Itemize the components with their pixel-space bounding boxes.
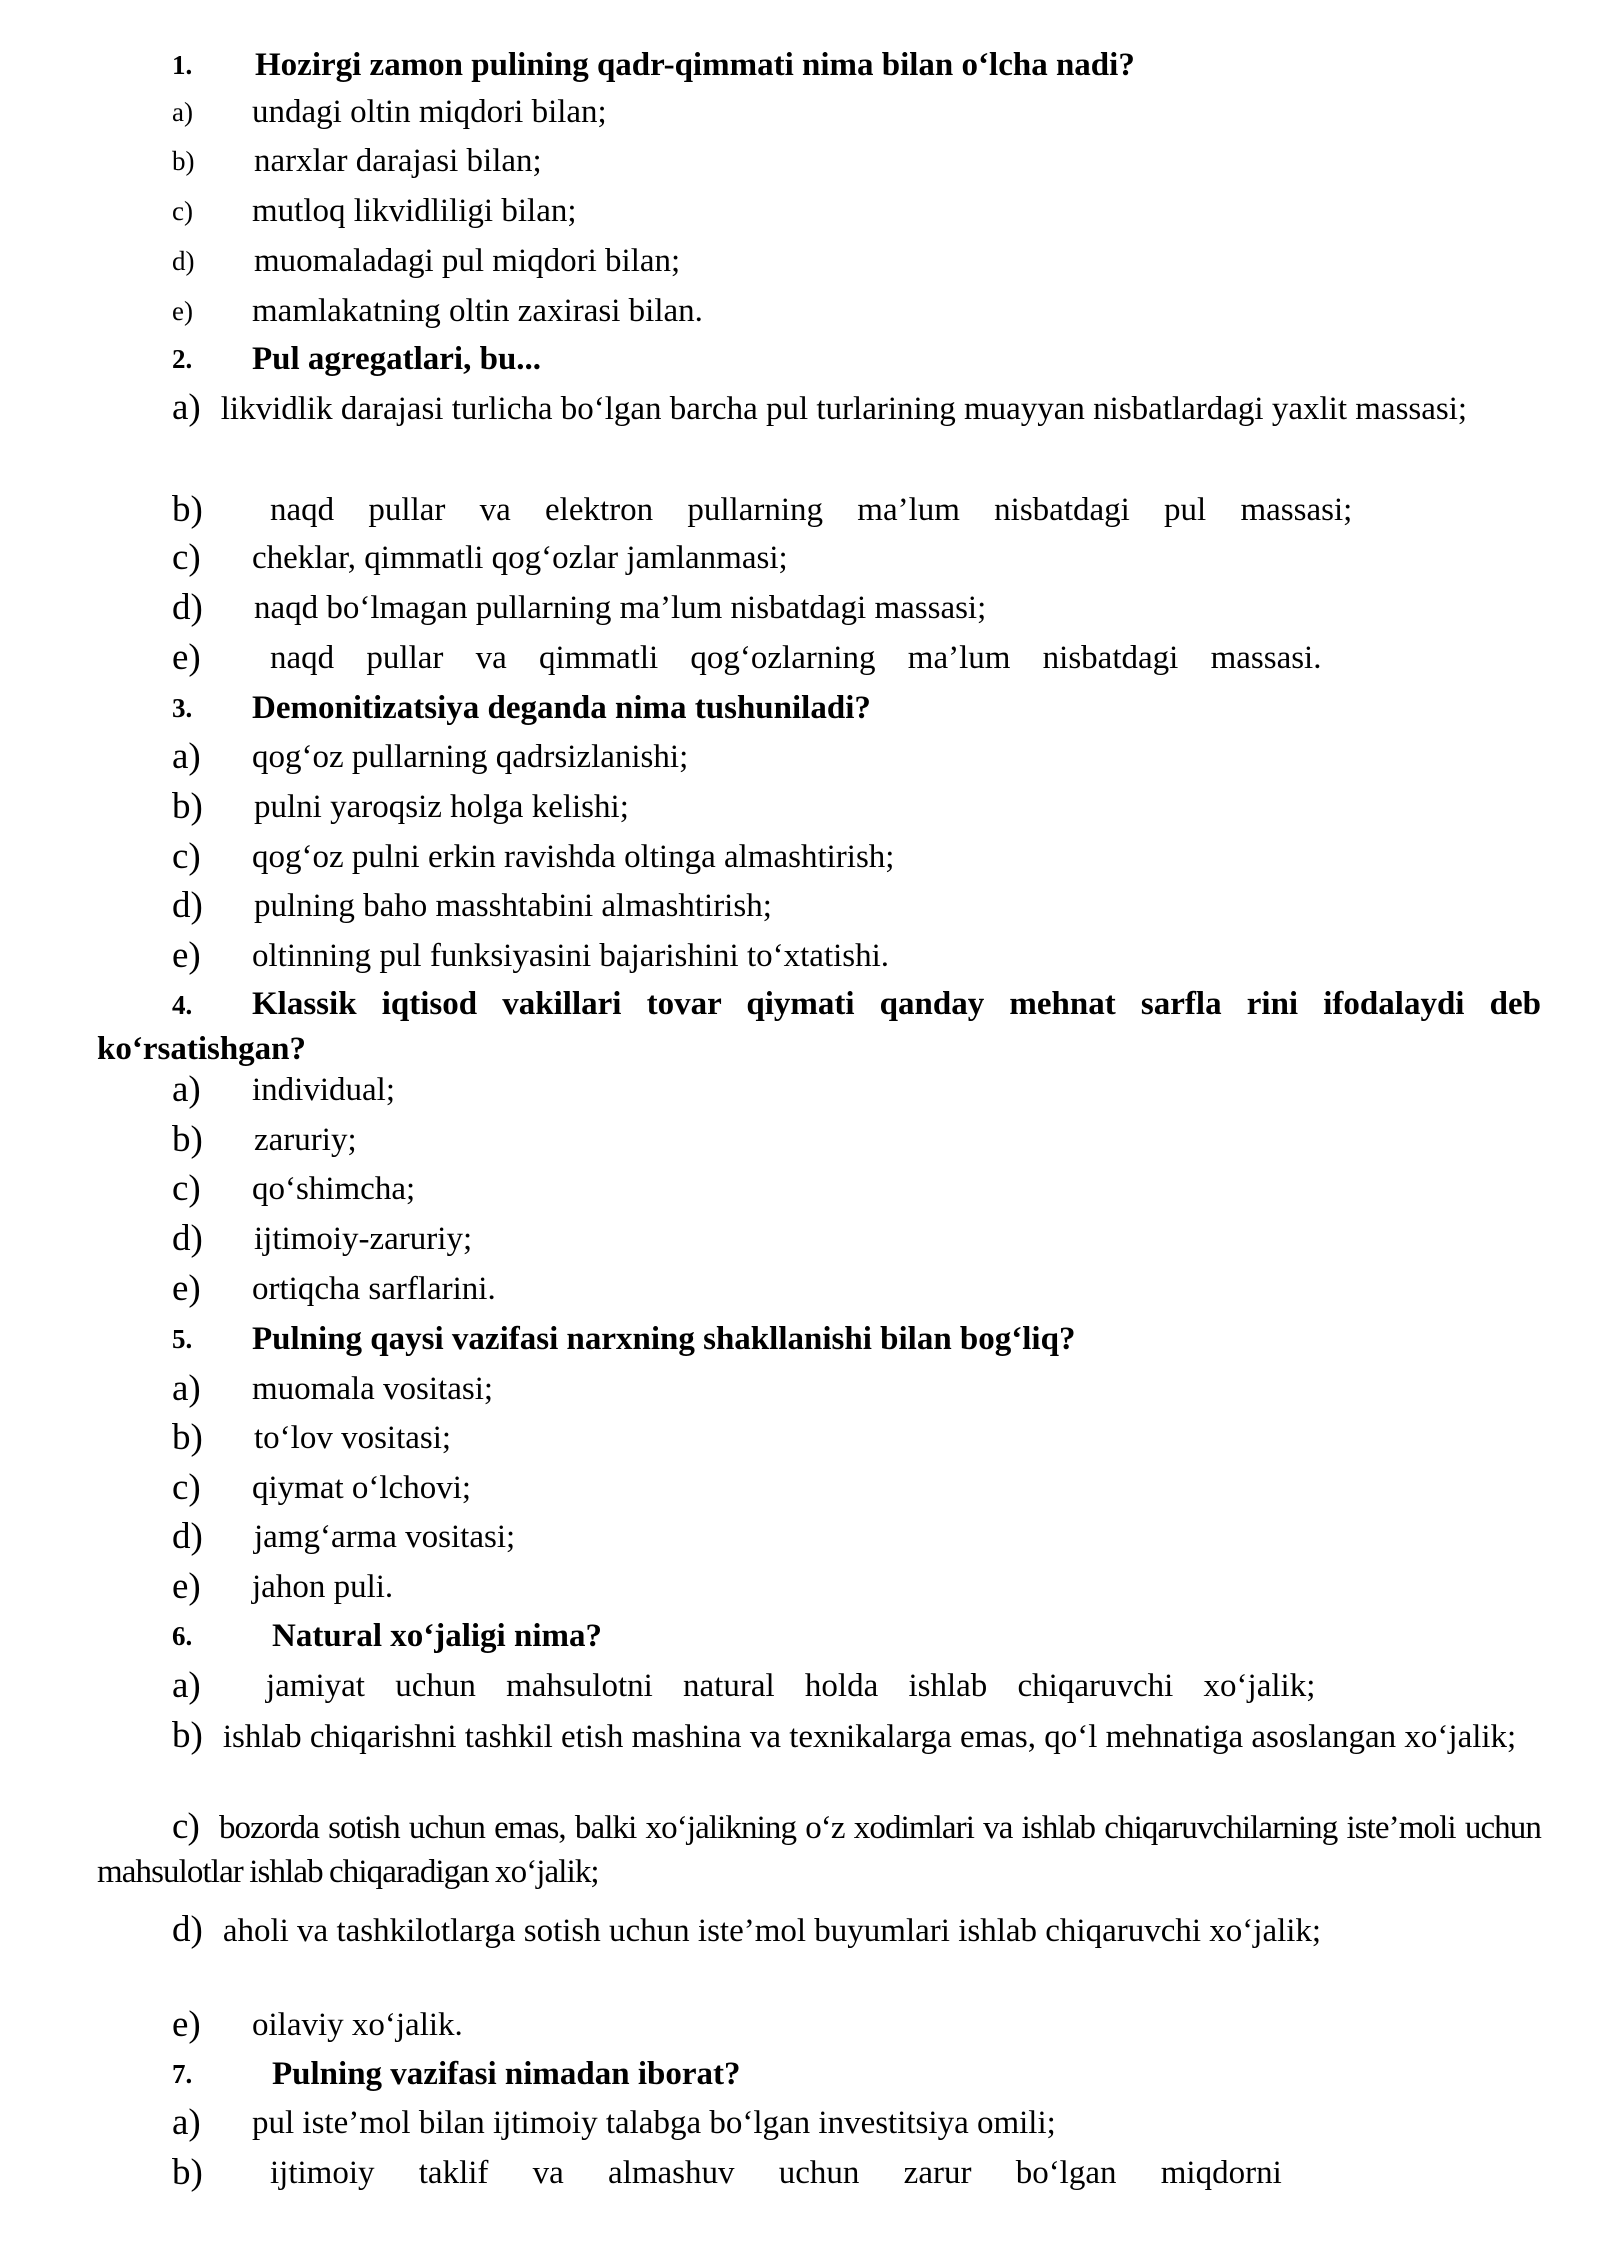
option-label: b) (172, 1119, 203, 1160)
option-label: a) (172, 1368, 201, 1409)
option-text: individual; (252, 1072, 395, 1108)
option-label: e) (172, 1268, 201, 1309)
question-number: 3. (172, 693, 193, 723)
option-label: b) (172, 489, 203, 530)
option-label: a) (172, 387, 201, 428)
option-text: narxlar darajasi bilan; (254, 143, 542, 179)
option-label: a) (172, 1665, 201, 1706)
option-text: zaruriy; (254, 1122, 357, 1158)
question-number: 5. (172, 1324, 193, 1354)
option-text: ishlab chiqarishni tashkil etish mashina va texnikalarga emas, qo‘l mehnatiga asoslangan xo‘jalik; (222, 1719, 1517, 1755)
option-label: d) (172, 246, 195, 276)
option-label: c) (172, 196, 193, 226)
option-text: pulning baho masshtabini almashtirish; (254, 888, 772, 924)
option-text: bozorda sotish uchun emas, balki xo‘jalikning o‘z xodimlari va ishlab chiqaruvchilarning iste’moli uchun mahsulotlar ishlab chiqaradigan xo‘jalik; (97, 1810, 1541, 1890)
option-label: d) (172, 1218, 203, 1259)
option-label: a) (172, 736, 201, 777)
option-label: e) (172, 1566, 201, 1607)
question-text: Pulning qaysi vazifasi narxning shakllanishi bilan bog‘liq? (252, 1321, 1076, 1357)
option-text: mamlakatning oltin zaxirasi bilan. (252, 293, 703, 329)
question-text: Pulning vazifasi nimadan iborat? (272, 2056, 741, 2092)
option-label: c) (172, 1806, 199, 1847)
option-text: naqd pullar va elektron pullarning ma’lum nisbatdagi pul massasi; (270, 492, 1353, 528)
option-label: e) (172, 637, 201, 678)
option-text: oltinning pul funksiyasini bajarishini to‘xtatishi. (252, 938, 890, 974)
option-text: ijtimoiy-zaruriy; (254, 1221, 473, 1257)
option-text: ijtimoiy taklif va almashuv uchun zarur bo‘lgan miqdorni (270, 2155, 1282, 2191)
option-6c (97, 1805, 1541, 1894)
option-label: a) (172, 1069, 201, 1110)
option-label: c) (172, 1467, 201, 1508)
option-text: muomaladagi pul miqdori bilan; (254, 243, 681, 279)
option-label: b) (172, 1715, 203, 1756)
option-text: mutloq likvidliligi bilan; (252, 193, 577, 229)
option-text: qiymat o‘lchovi; (252, 1470, 472, 1506)
option-text: oilaviy xo‘jalik. (252, 2007, 463, 2043)
option-text: pul iste’mol bilan ijtimoiy talabga bo‘lgan investitsiya omili; (252, 2105, 1056, 2141)
option-label: a) (172, 2102, 201, 2143)
option-label: e) (172, 935, 201, 976)
option-text: undagi oltin miqdori bilan; (252, 94, 607, 130)
option-text: jamg‘arma vositasi; (254, 1519, 516, 1555)
option-2a (97, 386, 1541, 431)
question-text: Natural xo‘jaligi nima? (272, 1618, 602, 1654)
option-label: b) (172, 2152, 203, 2193)
option-text: qo‘shimcha; (252, 1171, 416, 1207)
option-label: b) (172, 1417, 203, 1458)
question-number: 7. (172, 2059, 193, 2089)
option-label: a) (172, 97, 193, 127)
option-text: jahon puli. (252, 1569, 394, 1605)
option-text: ortiqcha sarflarini. (252, 1271, 496, 1307)
option-text: naqd bo‘lmagan pullarning ma’lum nisbatdagi massasi; (254, 590, 987, 626)
question-text: Klassik iqtisod vakillari tovar qiymati qanday mehnat sarfla rini ifodalaydi deb ko‘rsatishgan? (97, 986, 1541, 1067)
option-text: naqd pullar va qimmatli qog‘ozlarning ma’lum nisbatdagi massasi. (270, 640, 1322, 676)
question-4 (97, 982, 1541, 1071)
question-number: 1. (172, 50, 193, 80)
option-text: jamiyat uchun mahsulotni natural holda ishlab chiqaruvchi xo‘jalik; (266, 1668, 1316, 1704)
option-label: e) (172, 2004, 201, 2045)
option-text: cheklar, qimmatli qog‘ozlar jamlanmasi; (252, 540, 788, 576)
option-text: aholi va tashkilotlarga sotish uchun iste’mol buyumlari ishlab chiqaruvchi xo‘jalik; (222, 1913, 1322, 1949)
option-text: pulni yaroqsiz holga kelishi; (254, 789, 629, 825)
option-label: d) (172, 587, 203, 628)
question-number: 4. (172, 990, 193, 1020)
option-label: c) (172, 836, 201, 877)
option-label: d) (172, 1909, 203, 1950)
option-label: c) (172, 1168, 201, 1209)
option-6d (97, 1908, 1541, 1953)
option-label: b) (172, 786, 203, 827)
question-number: 2. (172, 344, 193, 374)
option-text: qog‘oz pulni erkin ravishda oltinga almashtirish; (252, 839, 895, 875)
question-number: 6. (172, 1621, 193, 1651)
option-text: likvidlik darajasi turlicha bo‘lgan barcha pul turlarining muayyan nisbatlardagi yaxlit massasi; (220, 391, 1468, 427)
option-label: c) (172, 537, 201, 578)
option-6b (97, 1714, 1541, 1759)
question-text: Demonitizatsiya deganda nima tushuniladi? (252, 690, 871, 726)
option-label: d) (172, 885, 203, 926)
question-text: Hozirgi zamon pulining qadr-qimmati nima bilan o‘lcha nadi? (255, 47, 1135, 83)
option-text: to‘lov vositasi; (254, 1420, 452, 1456)
option-text: muomala vositasi; (252, 1371, 494, 1407)
option-label: d) (172, 1516, 203, 1557)
question-text: Pul agregatlari, bu... (252, 341, 542, 377)
option-label: b) (172, 146, 195, 176)
option-label: e) (172, 296, 193, 326)
option-text: qog‘oz pullarning qadrsizlanishi; (252, 739, 689, 775)
